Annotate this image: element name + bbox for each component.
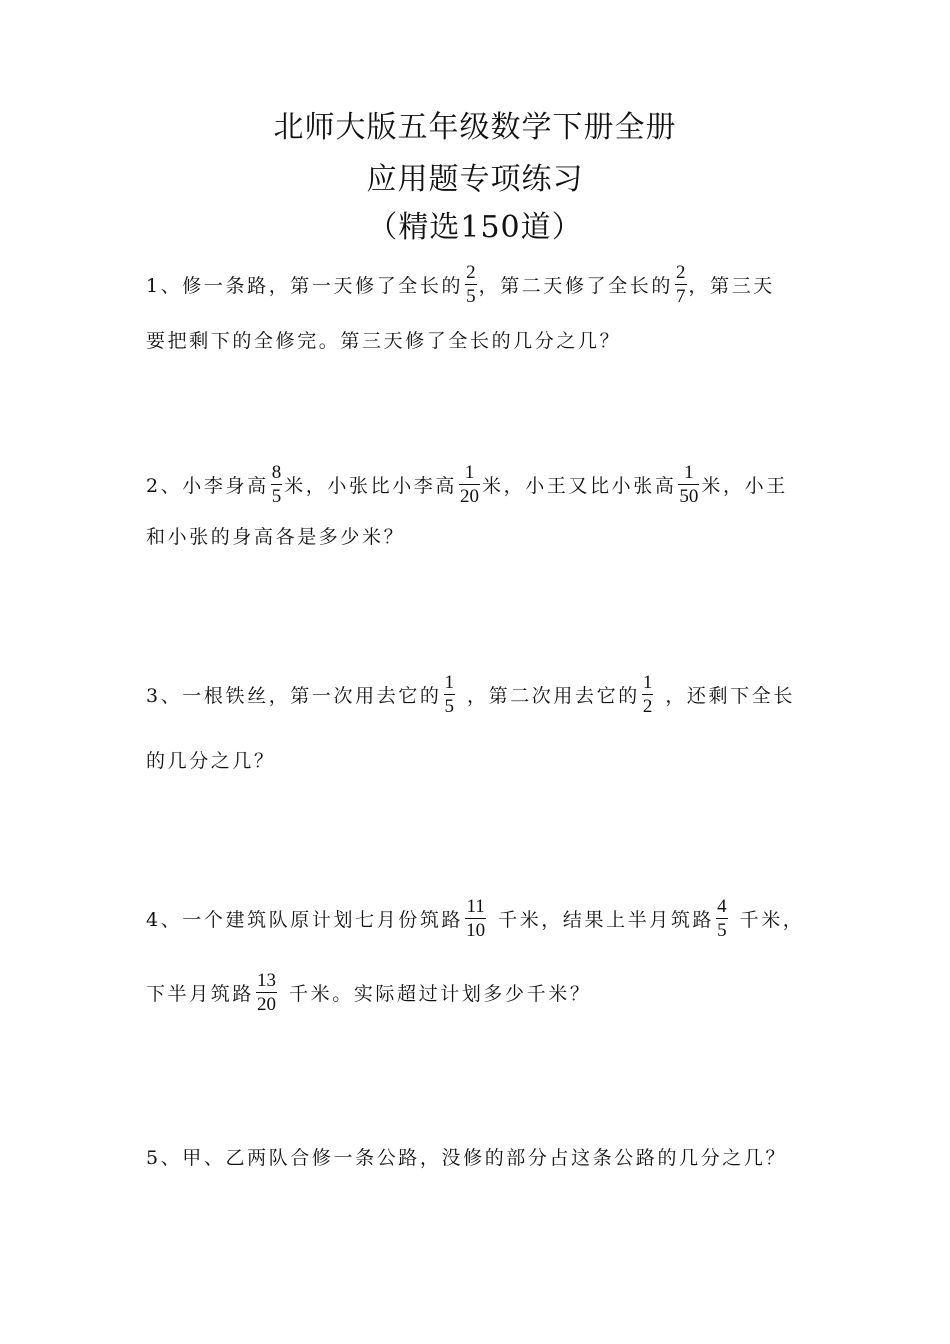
question-1-line-2 — [146, 326, 621, 353]
fraction-denominator: 50 — [679, 486, 699, 507]
doc-subtitle-note: （精选150道） — [367, 210, 583, 245]
fraction-numerator: 1 — [642, 672, 653, 693]
fraction-bar — [465, 918, 486, 919]
fraction-denominator: 10 — [466, 920, 486, 941]
fraction — [459, 462, 480, 507]
fraction-numerator: 2 — [466, 262, 476, 283]
q1-text-b: ，第二天修了全长的 — [478, 275, 673, 297]
q2-text-c: 米，小王又比小张高 — [482, 475, 677, 497]
fraction — [465, 896, 486, 941]
fraction-denominator: 20 — [460, 486, 480, 507]
fraction-denominator: 5 — [466, 286, 476, 307]
fraction-numerator: 1 — [444, 672, 454, 693]
fraction-denominator: 20 — [257, 994, 277, 1015]
fraction-numerator: 4 — [717, 896, 727, 917]
q4-text-c: 千米， — [739, 909, 805, 931]
fraction — [256, 970, 277, 1015]
q3-text-a: 3、一根铁丝，第一次用去它的 — [146, 685, 442, 707]
fraction — [675, 262, 687, 307]
q1-text-c: ，第三天 — [688, 275, 775, 297]
q3-text-line2: 的几分之几？ — [146, 750, 276, 772]
question-1-line-1 — [146, 262, 775, 307]
q2-text-a: 2、小李身高 — [146, 475, 269, 497]
fraction-bar — [459, 484, 480, 485]
fraction-numerator: 8 — [271, 462, 282, 483]
fraction-numerator: 13 — [257, 970, 277, 991]
q1-text-line2: 要把剩下的全修完。第三天修了全长的几分之几？ — [146, 330, 622, 352]
fraction-bar — [675, 284, 687, 285]
fraction — [465, 262, 477, 307]
fraction-numerator: 2 — [676, 262, 686, 283]
q1-text-a: 1、修一条路，第一天修了全长的 — [146, 275, 464, 297]
q4-text-l2b: 千米。实际超过计划多少千米？ — [289, 983, 592, 1005]
question-5-line-1 — [146, 1143, 787, 1170]
q4-text-l2a: 下半月筑路 — [146, 983, 255, 1005]
fraction-numerator: 1 — [464, 462, 475, 483]
question-3-line-1 — [146, 672, 795, 717]
fraction-denominator: 2 — [642, 696, 653, 717]
q2-text-d: 米，小王 — [701, 475, 788, 497]
q5-text: 5、甲、乙两队合修一条公路，没修的部分占这条公路的几分之几？ — [146, 1147, 788, 1169]
question-4-line-1 — [146, 896, 804, 941]
fraction-bar — [642, 694, 654, 695]
q3-text-c: ，还剩下全长 — [665, 685, 795, 707]
fraction — [444, 672, 456, 717]
fraction-denominator: 5 — [271, 486, 282, 507]
fraction — [678, 462, 699, 507]
fraction — [716, 896, 728, 941]
question-4-line-2 — [146, 970, 591, 1015]
fraction-bar — [256, 992, 277, 993]
fraction-denominator: 7 — [676, 286, 686, 307]
fraction-numerator: 11 — [466, 896, 485, 917]
fraction — [642, 672, 654, 717]
fraction-denominator: 5 — [444, 696, 454, 717]
fraction-bar — [444, 694, 456, 695]
fraction-numerator: 1 — [684, 462, 694, 483]
q3-text-b: ，第二次用去它的 — [467, 685, 640, 707]
fraction — [271, 462, 283, 507]
fraction-bar — [716, 918, 728, 919]
fraction-bar — [678, 484, 699, 485]
question-2-line-2 — [146, 522, 405, 549]
q2-text-b: 米，小张比小李高 — [284, 475, 458, 497]
doc-subtitle: 应用题专项练习 — [366, 162, 584, 197]
question-3-line-2 — [146, 746, 276, 773]
question-2-line-1 — [146, 462, 788, 507]
q2-text-line2: 和小张的身高各是多少米？ — [146, 526, 406, 548]
fraction-bar — [465, 284, 477, 285]
q4-text-b: 千米，结果上半月筑路 — [498, 909, 715, 931]
fraction-bar — [271, 484, 283, 485]
q4-text-a: 4、一个建筑队原计划七月份筑路 — [146, 909, 464, 931]
doc-title: 北师大版五年级数学下册全册 — [273, 110, 677, 145]
fraction-denominator: 5 — [717, 920, 727, 941]
